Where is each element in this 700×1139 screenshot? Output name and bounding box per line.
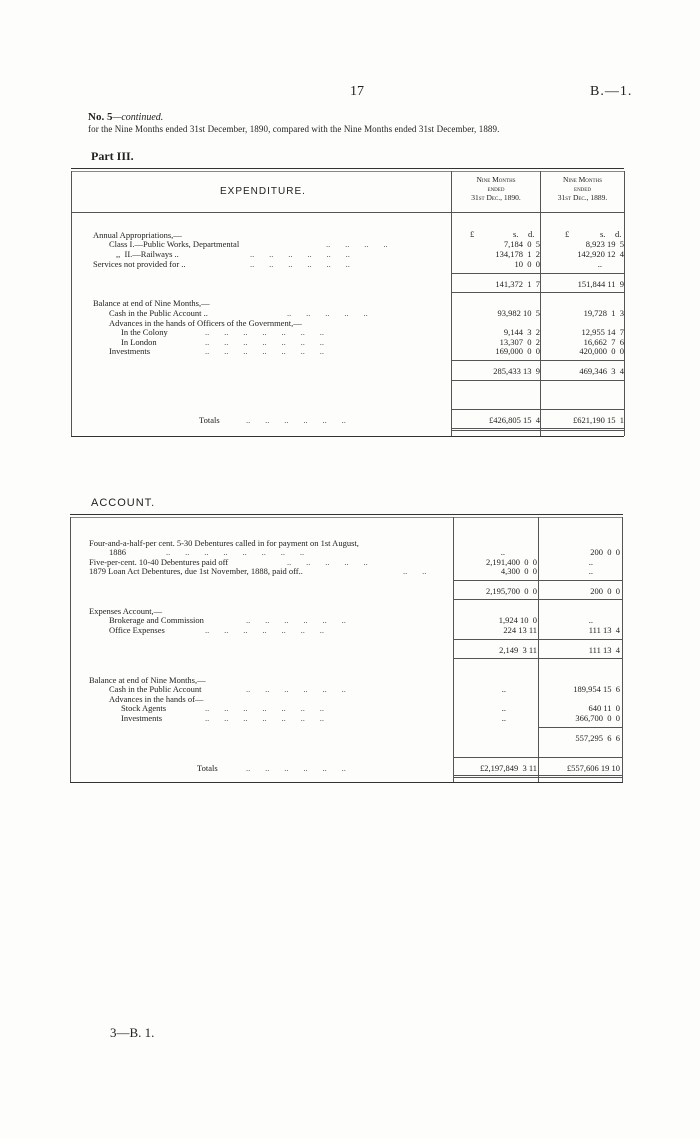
total-1890: £426,805 15 4 xyxy=(489,415,540,425)
currency-pounds-1890: £ xyxy=(470,229,475,239)
leader-dots: .. .. .. .. .. xyxy=(287,308,368,318)
acc-investments-label: Investments xyxy=(121,713,163,723)
fiveper-1889: .. xyxy=(588,557,593,567)
fourhalf-1889: 200 0 0 xyxy=(590,547,620,557)
cash-1890: 93,982 10 5 xyxy=(497,308,540,318)
balance-label: Balance at end of Nine Months,— xyxy=(93,298,210,308)
acc-subtotal1-1890: 2,195,700 0 0 xyxy=(486,586,537,596)
leader-dots: .. .. .. .. .. .. xyxy=(250,249,350,259)
acc-investments-1889: 366,700 0 0 xyxy=(575,713,620,723)
acc-subtotal2-1889: 111 13 4 xyxy=(588,645,620,655)
statement-number: No. 5 xyxy=(88,111,113,123)
leader-dots: .. .. .. .. .. .. .. .. xyxy=(166,547,305,557)
brokerage-1889: .. xyxy=(588,615,593,625)
currency-pence-1889: d. xyxy=(615,229,622,239)
currency-shillings-1890: s. xyxy=(513,229,519,239)
cash-label: Cash in the Public Account .. xyxy=(109,308,208,318)
leader-dots: .. .. .. .. .. .. xyxy=(246,615,346,625)
acc-total-1889: £557,606 19 10 xyxy=(566,763,620,773)
office-1889: 111 13 4 xyxy=(588,625,620,635)
col-head-1890 xyxy=(452,175,540,202)
colony-label: In the Colony xyxy=(121,327,168,337)
class2-1889: 142,920 12 4 xyxy=(577,249,624,259)
col-head-1889-line3: 31st Dec., 1889. xyxy=(557,193,608,202)
col-head-1890-line1: Nine Months xyxy=(476,175,516,184)
london-1890: 13,307 0 2 xyxy=(499,337,540,347)
leader-dots: .. .. .. .. .. .. .. xyxy=(205,625,324,635)
leader-dots: .. .. .. .. .. .. xyxy=(246,684,346,694)
fourhalf-label: Four-and-a-half-per cent. 5-30 Debentures called in for payment on 1st August, xyxy=(89,538,359,548)
services-1889: .. xyxy=(597,259,602,269)
currency-shillings-1889: s. xyxy=(600,229,606,239)
leader-dots: .. .. .. .. .. .. .. xyxy=(205,713,324,723)
leader-dots: .. .. .. .. .. .. .. xyxy=(205,703,324,713)
loan1879-label: 1879 Loan Act Debentures, due 1st November, 1888, paid off.. xyxy=(89,566,303,576)
account-title: ACCOUNT. xyxy=(91,497,156,509)
fiveper-label: Five-per-cent. 10-40 Debentures paid off xyxy=(89,557,229,567)
leader-dots: .. .. .. .. xyxy=(326,239,388,249)
heading xyxy=(88,111,163,123)
investments-1890: 169,000 0 0 xyxy=(495,346,540,356)
subtotal1-1890: 141,372 1 7 xyxy=(495,279,540,289)
subtotal2-1890: 285,433 13 9 xyxy=(493,366,540,376)
london-label: In London xyxy=(121,337,157,347)
acc-cash-label: Cash in the Public Account xyxy=(109,684,202,694)
leader-dots: .. .. .. .. .. .. .. xyxy=(205,337,324,347)
class2-label: ,, II.—Railways .. xyxy=(116,249,179,259)
loan1879-1889: .. xyxy=(588,566,593,576)
continued-label: —continued. xyxy=(112,112,164,123)
leader-dots: .. .. .. .. .. .. .. xyxy=(205,346,324,356)
office-1890: 224 13 11 xyxy=(503,625,537,635)
currency-pence-1890: d. xyxy=(528,229,535,239)
leader-dots: .. .. .. .. .. xyxy=(287,557,368,567)
acc-cash-1890: .. xyxy=(501,684,506,694)
acc-totals-label: Totals xyxy=(197,763,218,773)
fourhalf-year: 1886 xyxy=(109,547,126,557)
services-label: Services not provided for .. xyxy=(93,259,186,269)
acc-subtotal3-1889: 557,295 6 6 xyxy=(575,733,620,743)
expenditure-title: EXPENDITURE. xyxy=(220,186,306,197)
colony-1889: 12,955 14 7 xyxy=(581,327,624,337)
class2-1890: 134,178 1 2 xyxy=(495,249,540,259)
leader-dots: .. .. .. .. .. .. xyxy=(250,259,350,269)
acc-investments-1890: .. xyxy=(501,713,506,723)
subtitle: for the Nine Months ended 31st December, 1890, compared with the Nine Months ended 31st December, 1889. xyxy=(88,124,500,134)
office-label: Office Expenses xyxy=(109,625,165,635)
acc-advances-label: Advances in the hands of— xyxy=(109,694,204,704)
stock-1890: .. xyxy=(501,703,506,713)
page-reference: B.—1. xyxy=(590,84,633,99)
investments-label: Investments xyxy=(109,346,151,356)
annual-appropriations-label: Annual Appropriations,— xyxy=(93,230,182,240)
col-head-1890-line3: 31st Dec., 1890. xyxy=(471,193,521,202)
brokerage-label: Brokerage and Commission xyxy=(109,615,204,625)
page-number: 17 xyxy=(350,84,364,99)
fourhalf-1890: .. xyxy=(500,547,505,557)
col-head-1889-line1: Nine Months xyxy=(563,175,602,184)
currency-pounds-1889: £ xyxy=(565,229,570,239)
acc-cash-1889: 189,954 15 6 xyxy=(573,684,620,694)
stock-1889: 640 11 0 xyxy=(588,703,620,713)
part-title: Part III. xyxy=(91,149,134,163)
acc-total-1890: £2,197,849 3 11 xyxy=(479,763,537,773)
class1-1889: 8,923 19 5 xyxy=(585,239,624,249)
loan1879-1890: 4,300 0 0 xyxy=(500,566,537,576)
stock-label: Stock Agents xyxy=(121,703,167,713)
col-head-1890-line2: ended xyxy=(487,184,505,193)
acc-balance-label: Balance at end of Nine Months,— xyxy=(89,675,206,685)
col-head-1889-line2: ended xyxy=(574,184,591,193)
investments-1889: 420,000 0 0 xyxy=(579,346,624,356)
cash-1889: 19,728 1 3 xyxy=(583,308,624,318)
brokerage-1890: 1,924 10 0 xyxy=(498,615,537,625)
footer-signature: 3—B. 1. xyxy=(110,1025,155,1040)
leader-dots: .. .. .. .. .. .. xyxy=(246,415,346,425)
col-head-1889 xyxy=(541,175,624,202)
leader-dots: .. .. .. .. .. .. .. xyxy=(205,327,324,337)
leader-dots: .. .. xyxy=(403,566,427,576)
subtotal1-1889: 151,844 11 9 xyxy=(577,279,624,289)
class1-label: Class I.—Public Works, Departmental xyxy=(109,239,240,249)
total-1889: £621,190 15 1 xyxy=(573,415,624,425)
advances-label: Advances in the hands of Officers of the Government,— xyxy=(109,318,302,328)
colony-1890: 9,144 3 2 xyxy=(503,327,540,337)
acc-subtotal1-1889: 200 0 0 xyxy=(590,586,620,596)
fiveper-1890: 2,191,400 0 0 xyxy=(486,557,537,567)
subtotal2-1889: 469,346 3 4 xyxy=(579,366,624,376)
london-1889: 16,662 7 6 xyxy=(583,337,624,347)
class1-1890: 7,184 0 5 xyxy=(503,239,540,249)
totals-label: Totals xyxy=(199,415,220,425)
expenses-label: Expenses Account,— xyxy=(89,606,163,616)
services-1890: 10 0 0 xyxy=(514,259,540,269)
leader-dots: .. .. .. .. .. .. xyxy=(246,763,346,773)
acc-subtotal2-1890: 2,149 3 11 xyxy=(499,645,537,655)
